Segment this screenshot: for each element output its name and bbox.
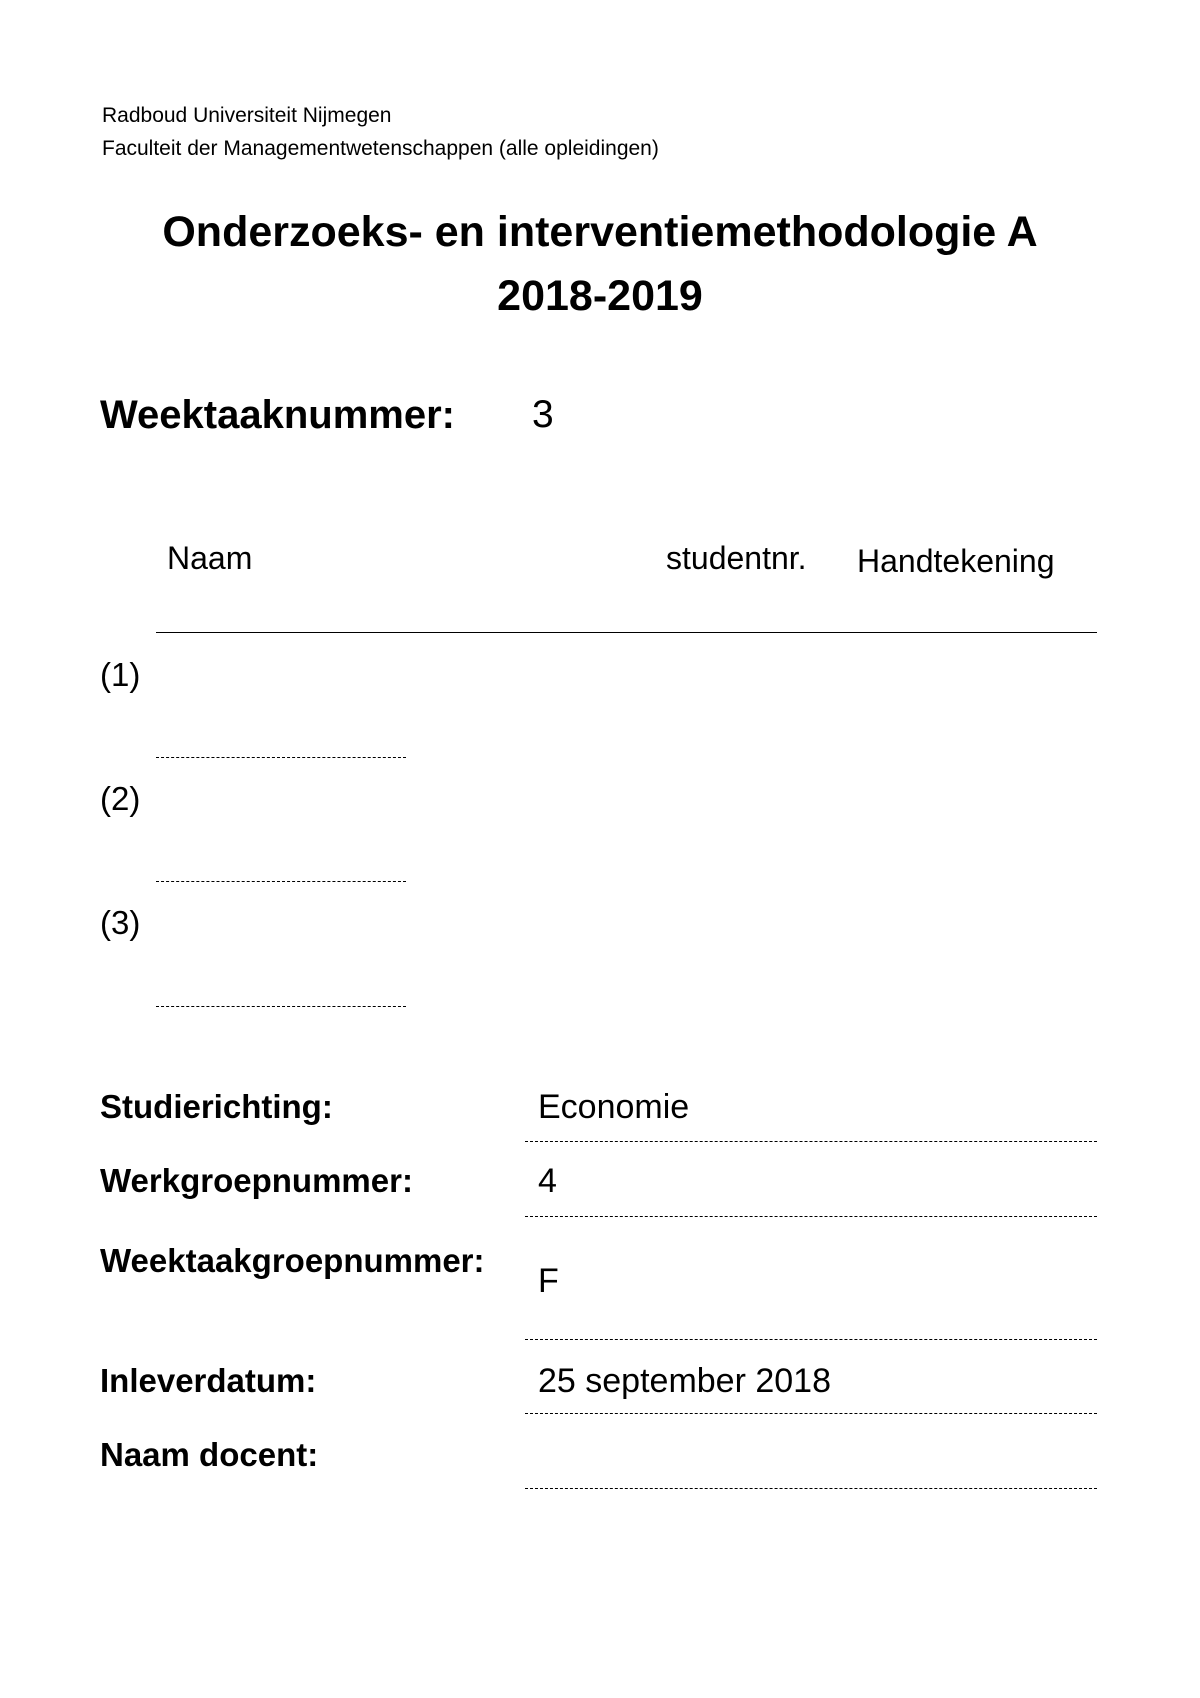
faculty-name: Faculteit der Managementwetenschappen (alle opleidingen) — [102, 137, 659, 160]
werkgroepnummer-label: Werkgroepnummer: — [100, 1162, 413, 1199]
column-header-signature: Handtekening — [857, 543, 1055, 579]
naam-docent-label: Naam docent: — [100, 1436, 319, 1473]
weektaak-label: Weektaaknummer: — [100, 393, 455, 437]
studierichting-value: Economie — [538, 1088, 690, 1126]
university-name: Radboud Universiteit Nijmegen — [102, 104, 392, 127]
member-name-line-1 — [156, 757, 406, 758]
inleverdatum-line — [525, 1413, 1097, 1414]
weektaakgroepnummer-line — [525, 1339, 1097, 1340]
member-row-number-1: (1) — [100, 656, 141, 693]
course-title: Onderzoeks- en interventiemethodologie A — [162, 208, 1038, 256]
header-rule — [156, 632, 1097, 633]
inleverdatum-label: Inleverdatum: — [100, 1362, 317, 1399]
weektaak-value: 3 — [532, 393, 554, 436]
werkgroepnummer-value: 4 — [538, 1162, 557, 1200]
weektaakgroepnummer-label: Weektaakgroepnummer: — [100, 1242, 485, 1279]
inleverdatum-value: 25 september 2018 — [538, 1362, 831, 1400]
werkgroepnummer-line — [525, 1216, 1097, 1217]
column-header-name: Naam — [167, 540, 253, 576]
studierichting-line — [525, 1141, 1097, 1142]
member-name-line-2 — [156, 881, 406, 882]
member-row-number-2: (2) — [100, 780, 141, 817]
studierichting-label: Studierichting: — [100, 1088, 333, 1125]
member-row-number-3: (3) — [100, 904, 141, 941]
naam-docent-line — [525, 1488, 1097, 1489]
course-year: 2018-2019 — [497, 272, 703, 320]
weektaakgroepnummer-value: F — [538, 1262, 559, 1300]
column-header-student-nr: studentnr. — [666, 540, 807, 576]
member-name-line-3 — [156, 1006, 406, 1007]
